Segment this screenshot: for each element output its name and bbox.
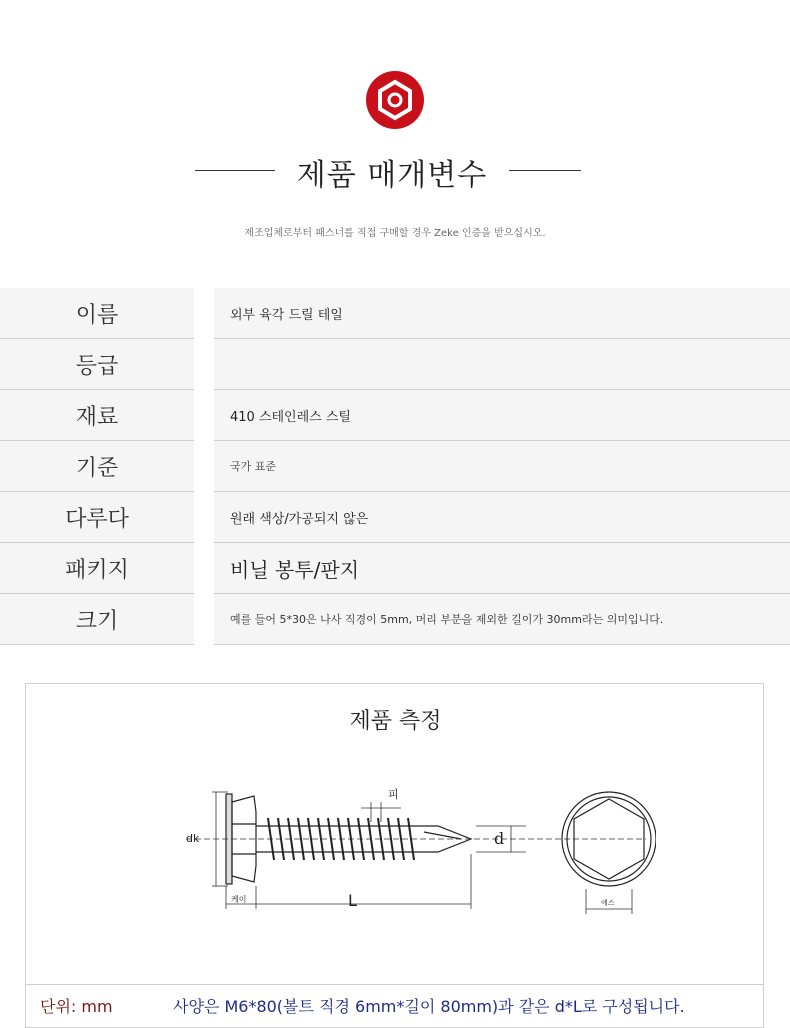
dim-label-L: L bbox=[348, 891, 357, 910]
hex-nut-icon bbox=[365, 70, 425, 130]
dim-label-dk: dk bbox=[186, 832, 200, 845]
spec-row bbox=[0, 543, 790, 594]
unit-description: 사양은 M6*80(볼트 직경 6mm*길이 80mm)과 같은 d*L로 구성됩니다. bbox=[173, 997, 685, 1016]
spec-key: 재료 bbox=[0, 390, 204, 441]
spec-key: 다루다 bbox=[0, 492, 204, 543]
page-subtitle: 제조업체로부터 패스너를 직접 구매할 경우 Zeke 인증을 받으십시오. bbox=[244, 228, 546, 239]
spec-key: 이름 bbox=[0, 288, 204, 339]
spec-value: 410 스테인레스 스틸 bbox=[204, 390, 790, 441]
spec-value: 원래 색상/가공되지 않은 bbox=[204, 492, 790, 543]
spec-row bbox=[0, 492, 790, 543]
dim-label-pitch: 피 bbox=[388, 788, 399, 801]
unit-divider bbox=[26, 984, 763, 985]
dim-label-d: d bbox=[494, 829, 505, 848]
dim-label-s: 에스 bbox=[601, 899, 615, 907]
spec-key: 기준 bbox=[0, 441, 204, 492]
spec-value bbox=[204, 339, 790, 390]
title-divider-left bbox=[195, 170, 275, 171]
unit-label: 단위: mm bbox=[40, 997, 113, 1016]
screw-dimension-diagram bbox=[176, 774, 656, 934]
spec-row bbox=[0, 339, 790, 390]
spec-key: 등급 bbox=[0, 339, 204, 390]
spec-key: 크기 bbox=[0, 594, 204, 645]
measurement-panel bbox=[25, 683, 764, 1028]
spec-value: 비닐 봉투/판지 bbox=[204, 543, 790, 594]
section-header bbox=[0, 150, 790, 200]
spec-row bbox=[0, 441, 790, 492]
spec-value: 외부 육각 드릴 테일 bbox=[204, 288, 790, 339]
spec-row bbox=[0, 594, 790, 645]
spec-value: 국가 표준 bbox=[204, 441, 790, 492]
measurement-title: 제품 측정 bbox=[349, 709, 442, 734]
title-divider-right bbox=[509, 170, 581, 171]
dim-label-k: 케이 bbox=[231, 895, 247, 904]
spec-value: 예를 들어 5*30은 나사 직경이 5mm, 머리 부분을 제외한 길이가 30mm라는 의미입니다. bbox=[204, 594, 790, 645]
page-title: 제품 매개변수 bbox=[296, 158, 488, 193]
spec-row bbox=[0, 288, 790, 339]
spec-table bbox=[0, 288, 790, 645]
spec-key: 패키지 bbox=[0, 543, 204, 594]
spec-row bbox=[0, 390, 790, 441]
